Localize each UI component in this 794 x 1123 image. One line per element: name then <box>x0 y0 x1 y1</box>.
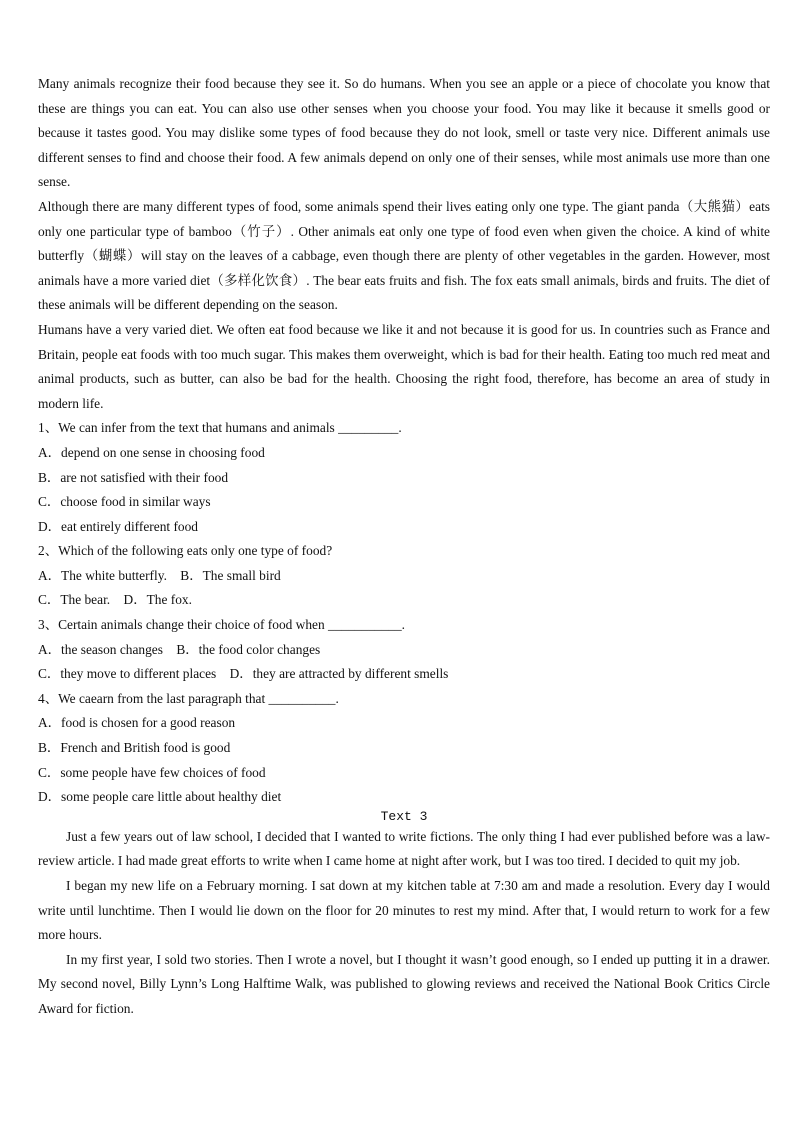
question-1-stem: 1、We can infer from the text that humans and animals _________. <box>38 420 402 436</box>
question-4-option-d: D．some people care little about healthy diet <box>38 789 282 805</box>
passage-paragraph-2: Although there are many different types of food, some animals spend their lives eating only one type. The giant panda（大熊猫）eats only one particular type of bamboo（竹子）. Other animals eat only one type of food even when given the choice. A kind of white butterfly（蝴蝶）will stay on the leaves of a cabbage, even though there are plenty of other vegetables in the garden. However, most animals have a more varied diet（多样化饮食）. The bear eats fruits and fish. The fox eats small animals, birds and fruits. The diet of these animals will be different depending on the season. <box>38 198 770 313</box>
passage-paragraph-1: Many animals recognize their food because they see it. So do humans. When you see an apple or a piece of chocolate you know that these are things you can eat. You can also use other senses when you choose your food. You may like it because it smells good or because it tastes good. You may dislike some types of food because they do not look, smell or taste very nice. Different animals use different senses to find and choose their food. A few animals depend on only one of their senses, while most animals use more than one sense. <box>38 76 770 190</box>
document-page <box>38 72 770 1022</box>
question-2-options-ab: A．The white butterfly. B．The small bird <box>38 567 281 583</box>
question-4-option-c: C．some people have few choices of food <box>38 764 266 780</box>
question-4 <box>38 687 770 810</box>
text3-paragraph-3: In my first year, I sold two stories. Then I wrote a novel, but I thought it wasn’t good enough, so I ended up putting it in a drawer. My second novel, Billy Lynn’s Long Halftime Walk, was published to glowing reviews and received the National Book Critics Circle Award for fiction. <box>38 951 770 1016</box>
text3-paragraph-2: I began my new life on a February morning. I sat down at my kitchen table at 7:30 am and made a resolution. Every day I would write until lunchtime. Then I would lie down on the floor for 20 minutes to rest my mind. After that, I would return to work for a few more hours. <box>38 878 770 943</box>
question-1-option-b: B．are not satisfied with their food <box>38 469 229 485</box>
passage-paragraph-3: Humans have a very varied diet. We often eat food because we like it and not because it is good for us. In countries such as France and Britain, people eat foods with too much sugar. This makes them overweight, which is bad for their health. Eating too much red meat and animal products, such as butter, can also be bad for the health. Choosing the right food, therefore, has become an area of study in modern life. <box>38 321 770 411</box>
question-2 <box>38 539 770 613</box>
question-4-stem: 4、We caearn from the last paragraph that __________. <box>38 690 339 706</box>
text3-heading: Text 3 <box>380 808 428 824</box>
text3-paragraph-1: Just a few years out of law school, I decided that I wanted to write fictions. The only thing I had ever published before was a law-review article. I had made great efforts to write when I came home at night after work, but I was too tired. I decided to quit my job. <box>38 828 770 869</box>
question-1 <box>38 416 770 539</box>
question-4-option-b: B．French and British food is good <box>38 740 231 756</box>
question-2-stem: 2、Which of the following eats only one type of food? <box>38 543 333 559</box>
question-3-options-ab: A．the season changes B．the food color changes <box>38 641 321 657</box>
question-1-option-c: C．choose food in similar ways <box>38 494 211 510</box>
question-2-options-cd: C．The bear. D．The fox. <box>38 592 192 608</box>
question-1-option-a: A．depend on one sense in choosing food <box>38 444 265 460</box>
question-3-stem: 3、Certain animals change their choice of food when ___________. <box>38 617 406 633</box>
question-3-options-cd: C．they move to different places D．they are attracted by different smells <box>38 666 449 682</box>
question-1-option-d: D．eat entirely different food <box>38 518 199 534</box>
question-4-option-a: A．food is chosen for a good reason <box>38 715 236 731</box>
question-3 <box>38 613 770 687</box>
